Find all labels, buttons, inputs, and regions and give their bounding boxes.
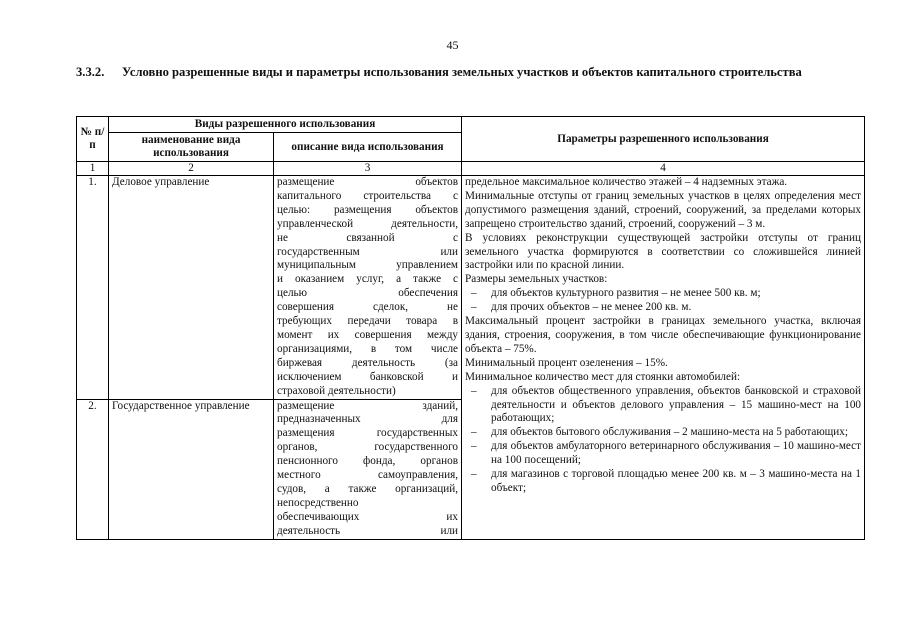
bullet-dash: – [471, 426, 477, 439]
list-item [465, 301, 861, 315]
desc-line: и оказанием услуг, а также с [277, 273, 459, 286]
desc-line: организациями, в том числе [277, 342, 459, 355]
column-index: 4 [462, 162, 865, 176]
permitted-use-table [76, 116, 865, 540]
desc-line: размещения государственных [277, 427, 459, 440]
use-name: Деловое управление [109, 176, 274, 400]
desc-line: размещение зданий, [277, 399, 459, 412]
desc-line: капитального строительства с [277, 189, 459, 202]
row-number: 2. [77, 399, 109, 539]
desc-line: деятельность или [277, 524, 459, 537]
section-title: Условно разрешенные виды и параметры использования земельных участков и объектов капитального строительства [122, 65, 802, 79]
desc-line: судов, а также организаций, [277, 482, 459, 495]
plot-size-item: для объектов культурного развития – не менее 500 кв. м; [491, 287, 761, 300]
header-params: Параметры разрешенного использования [462, 117, 865, 162]
section-heading [76, 64, 856, 80]
use-description [274, 399, 462, 539]
desc-line: государственным или [277, 245, 459, 258]
desc-line: биржевая деятельность (за [277, 356, 459, 369]
param-parking-title: Минимальное количество мест для стоянки автомобилей: [465, 370, 741, 383]
page-number: 45 [446, 38, 459, 52]
bullet-dash: – [471, 468, 477, 481]
list-item [465, 468, 861, 496]
header-num: № п/п [77, 117, 109, 162]
desc-line: органов, государственного [277, 441, 459, 454]
desc-line: размещение объектов [277, 176, 459, 188]
desc-line: целью обеспечения [277, 287, 459, 300]
param-floors: предельное максимальное количество этажей – 4 надземных этажа. [465, 176, 788, 188]
bullet-dash: – [471, 384, 477, 397]
desc-line: местного самоуправления, [277, 469, 459, 482]
desc-line: пенсионного фонда, органов [277, 455, 459, 468]
use-parameters [462, 176, 865, 540]
desc-line: целью: размещения объектов [277, 203, 459, 216]
header-use-types: Виды разрешенного использования [109, 117, 462, 133]
column-index: 2 [109, 162, 274, 176]
desc-line: совершения сделок, не [277, 301, 459, 314]
parking-item: для объектов бытового обслуживания – 2 машино-места на 5 работающих; [491, 426, 848, 439]
plot-size-item: для прочих объектов – не менее 200 кв. м. [491, 301, 692, 314]
use-description [274, 176, 462, 400]
desc-line: управленческой деятельности, [277, 217, 459, 230]
column-index-row [77, 162, 865, 176]
header-row-1 [77, 117, 865, 133]
header-use-name: наименование вида использования [109, 133, 274, 162]
header-use-desc: описание вида использования [274, 133, 462, 162]
param-greenery: Минимальный процент озеленения – 15%. [465, 356, 668, 369]
table-row [77, 176, 865, 400]
param-plot-sizes-title: Размеры земельных участков: [465, 273, 608, 286]
desc-line: не связанной с [277, 231, 459, 244]
parking-item: для объектов общественного управления, объектов банковской и страховой деятельности и объектов делового управления – 15 машино-мест на 100 работающих; [491, 384, 862, 425]
section-number: 3.3.2. [76, 65, 105, 79]
column-index: 3 [274, 162, 462, 176]
list-item [465, 440, 861, 468]
desc-line: исключением банковской и [277, 370, 459, 383]
desc-line: обеспечивающих их [277, 510, 459, 523]
row-number: 1. [77, 176, 109, 400]
desc-line: муниципальным управлением [277, 259, 459, 272]
param-reconstruction: В условиях реконструкции существующей застройки отступы от границ земельного участка формируются в соответствии со сложившейся линией застройки или по красной линии. [465, 231, 862, 272]
use-name: Государственное управление [109, 399, 274, 539]
list-item [465, 287, 861, 301]
parking-item: для объектов амбулаторного ветеринарного обслуживания – 10 машино-мест на 100 посещений; [491, 440, 862, 467]
bullet-dash: – [471, 440, 477, 453]
param-setbacks: Минимальные отступы от границ земельных участков в целях определения мест допустимого размещения зданий, строений, сооружений, за пределами которых запрещено строительство зданий, строений, сооружений – 3 м. [465, 189, 862, 230]
desc-line: страховой деятельности) [277, 384, 396, 397]
bullet-dash: – [471, 287, 477, 300]
desc-line: предназначенных для [277, 413, 459, 426]
bullet-dash: – [471, 301, 477, 314]
list-item [465, 426, 861, 440]
desc-line: требующих передачи товара в [277, 315, 459, 328]
parking-item: для магазинов с торговой площадью менее 200 кв. м – 3 машино-места на 1 объект; [491, 468, 862, 494]
list-item [465, 385, 861, 427]
param-coverage: Максимальный процент застройки в границах земельного участка, включая здания, строения, сооружения, в том числе обеспечивающие функционирование объекта – 75%. [465, 315, 862, 355]
column-index: 1 [77, 162, 109, 176]
desc-line: непосредственно [277, 496, 359, 509]
desc-line: момент их совершения между [277, 328, 459, 341]
